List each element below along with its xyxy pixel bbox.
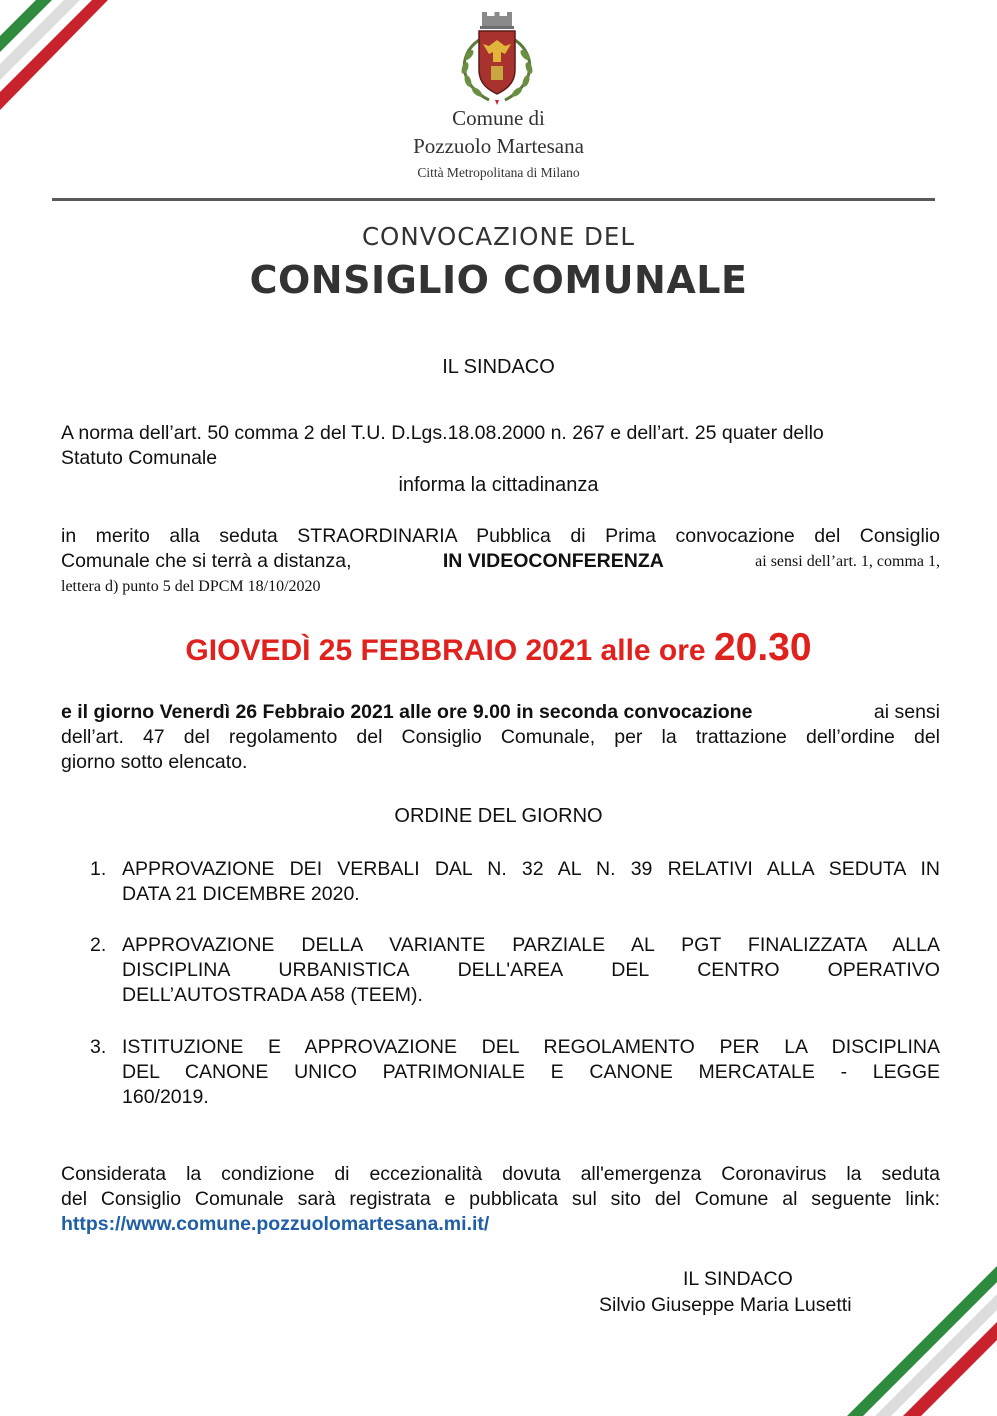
agenda-item-1 (122, 857, 940, 907)
intro-paragraph (61, 421, 940, 471)
municipal-crest-icon (449, 10, 545, 108)
header-town: Pozzuolo Martesana (413, 134, 584, 158)
title-line1: CONVOCAZIONE DEL (361, 222, 636, 251)
intro-line1: A norma dell’art. 50 comma 2 del T.U. D.Lgs.18.08.2000 n. 267 e dell’art. 25 quater dello (61, 422, 824, 444)
agenda-item-2-line3: DELL’AUTOSTRADA A58 (TEEM). (122, 984, 423, 1006)
header-divider (52, 198, 935, 201)
agenda-item-2-word: URBANISTICA (278, 959, 410, 981)
agenda-item-2-word: DEL (611, 959, 650, 981)
merito-paragraph (61, 524, 940, 599)
ordine-heading: ORDINE DEL GIORNO (394, 805, 603, 827)
informa-line: informa la cittadinanza (398, 474, 599, 496)
website-link[interactable]: https://www.comune.pozzuolomartesana.mi.it/ (61, 1213, 490, 1235)
closing-line1: Considerata la condizione di eccezionalità dovuta all'emergenza Coronavirus la seduta (61, 1163, 940, 1185)
merito-line2-a: Comunale che si terrà a distanza, (61, 550, 352, 572)
header-metro: Città Metropolitana di Milano (417, 165, 580, 180)
agenda-item-1-number: 1. (90, 858, 107, 880)
agenda-item-3-line1: ISTITUZIONE E APPROVAZIONE DEL REGOLAMENTO PER LA DISCIPLINA (122, 1036, 940, 1058)
agenda-item-2-line2 (122, 958, 940, 983)
meeting-date (0, 626, 997, 670)
agenda-item-3 (122, 1035, 940, 1110)
meeting-date-main: GIOVEDÌ 25 FEBBRAIO 2021 alle ore (185, 634, 706, 667)
merito-line2 (61, 549, 940, 574)
merito-line2-c: ai sensi dell’art. 1, comma 1, (755, 553, 940, 570)
signature-name: Silvio Giuseppe Maria Lusetti (599, 1294, 852, 1316)
title-line2: CONSIGLIO COMUNALE (249, 258, 748, 302)
agenda-item-1-line1: APPROVAZIONE DEI VERBALI DAL N. 32 AL N. 39 RELATIVI ALLA SEDUTA IN (122, 858, 940, 880)
second-line1-rest: ai sensi (873, 701, 940, 723)
signature-title: IL SINDACO (683, 1268, 793, 1290)
merito-line3: lettera d) punto 5 del DPCM 18/10/2020 (61, 578, 321, 595)
intro-line2: Statuto Comunale (61, 447, 218, 469)
agenda-item-2-word: DISCIPLINA (122, 959, 231, 981)
closing-line2: del Consiglio Comunale sarà registrata e pubblicata sul sito del Comune al seguente link: (61, 1188, 940, 1210)
agenda-item-2-word: CENTRO (697, 959, 780, 981)
agenda-item-2-line1: APPROVAZIONE DELLA VARIANTE PARZIALE AL PGT FINALIZZATA ALLA (122, 934, 940, 956)
merito-line1: in merito alla seduta STRAORDINARIA Pubblica di Prima convocazione del Consiglio (61, 525, 940, 547)
agenda-item-3-number: 3. (90, 1036, 107, 1058)
closing-paragraph (61, 1162, 940, 1237)
agenda-item-2-number: 2. (90, 934, 107, 956)
sindaco-heading: IL SINDACO (442, 356, 555, 378)
agenda-item-1-line2: DATA 21 DICEMBRE 2020. (122, 883, 360, 905)
agenda-item-3-line2: DEL CANONE UNICO PATRIMONIALE E CANONE MERCATALE - LEGGE (122, 1061, 940, 1083)
second-line2: dell’art. 47 del regolamento del Consiglio Comunale, per la trattazione dell’ordine del (61, 726, 940, 748)
agenda-item-3-line3: 160/2019. (122, 1086, 209, 1108)
agenda-item-2 (122, 933, 940, 1008)
agenda-item-2-word: DELL'AREA (457, 959, 564, 981)
second-convocation-paragraph (61, 700, 940, 775)
second-line1 (61, 700, 940, 725)
flag-stripes-bottom-right (847, 1266, 997, 1416)
second-bold: e il giorno Venerdì 26 Febbraio 2021 alle ore 9.00 in seconda convocazione (61, 701, 753, 723)
flag-stripes-top-left (0, 0, 150, 112)
header-comune: Comune di (452, 106, 545, 130)
meeting-date-time: 20.30 (713, 626, 812, 669)
merito-videoconferenza: IN VIDEOCONFERENZA (442, 550, 664, 572)
agenda-item-2-word: OPERATIVO (827, 959, 940, 981)
second-line3: giorno sotto elencato. (61, 751, 248, 773)
